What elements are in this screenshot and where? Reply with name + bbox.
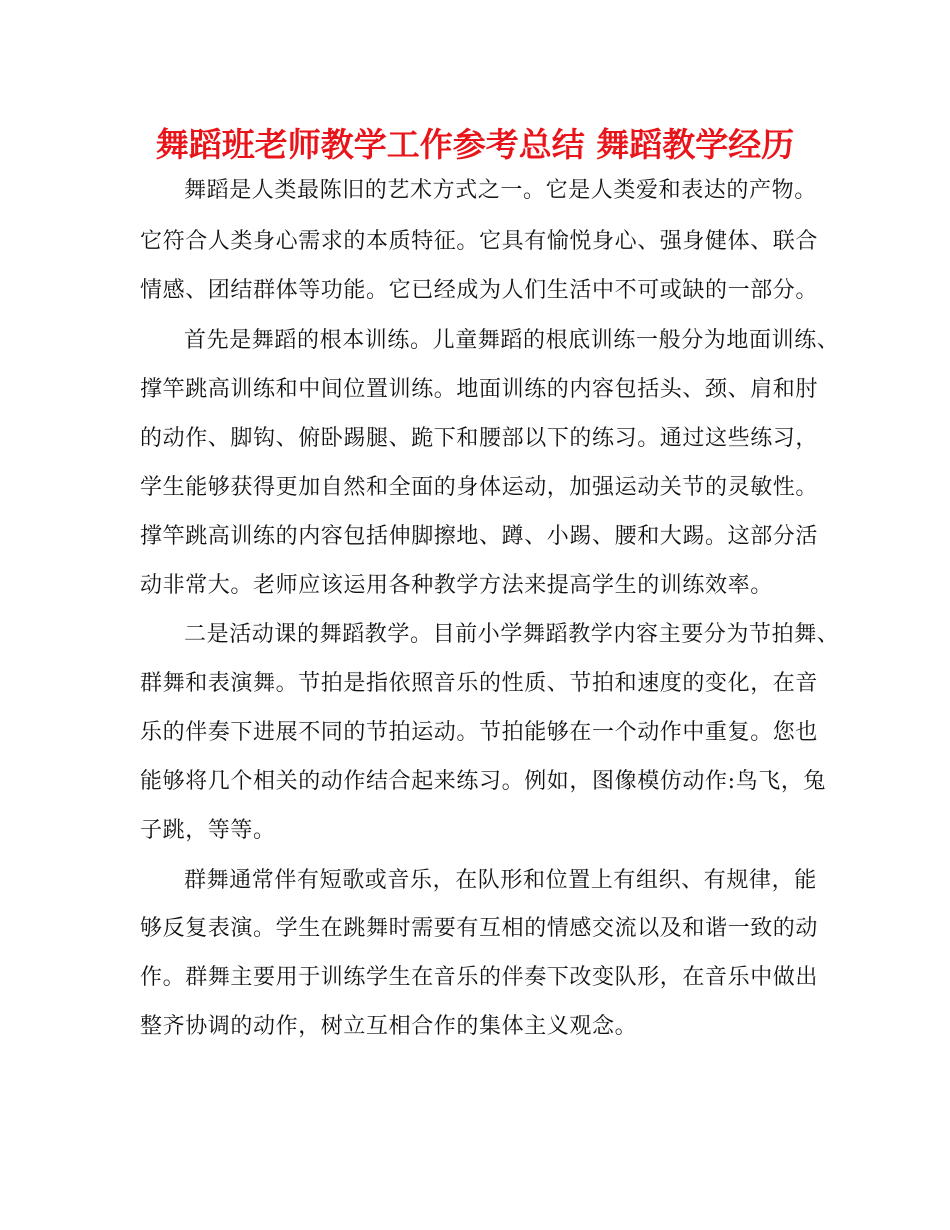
- paragraph-4-line-3: 作。群舞主要用于训练学生在音乐的伴奏下改变队形，在音乐中做出: [140, 965, 819, 990]
- paragraph-1-line-2: 它符合人类身心需求的本质特征。它具有愉悦身心、强身健体、联合: [140, 229, 819, 254]
- paragraph-3-line-3: 乐的伴奏下进展不同的节拍运动。节拍能够在一个动作中重复。您也: [140, 720, 819, 745]
- paragraph-3-line-4: 能够将几个相关的动作结合起来练习。例如，图像模仿动作:鸟飞，兔: [140, 769, 827, 794]
- paragraph-3-line-2: 群舞和表演舞。节拍是指依照音乐的性质、节拍和速度的变化，在音: [140, 671, 819, 696]
- paragraph-3-line-1: 二是活动课的舞蹈教学。目前小学舞蹈教学内容主要分为节拍舞、: [184, 622, 840, 647]
- paragraph-1-line-1: 舞蹈是人类最陈旧的艺术方式之一。它是人类爱和表达的产物。: [184, 178, 817, 203]
- paragraph-4-line-4: 整齐协调的动作，树立互相合作的集体主义观念。: [140, 1014, 638, 1039]
- paragraph-3-line-5: 子跳，等等。: [140, 818, 276, 843]
- paragraph-2-line-6: 动非常大。老师应该运用各种教学方法来提高学生的训练效率。: [140, 573, 773, 598]
- paragraph-2-line-5: 撑竿跳高训练的内容包括伸脚擦地、蹲、小踢、腰和大踢。这部分活: [140, 524, 819, 549]
- paragraph-2-line-2: 撑竿跳高训练和中间位置训练。地面训练的内容包括头、颈、肩和肘: [140, 377, 819, 402]
- paragraph-2-line-4: 学生能够获得更加自然和全面的身体运动，加强运动关节的灵敏性。: [140, 475, 819, 500]
- paragraph-4-line-2: 够反复表演。学生在跳舞时需要有互相的情感交流以及和谐一致的动: [140, 916, 819, 941]
- paragraph-2-line-1: 首先是舞蹈的根本训练。儿童舞蹈的根底训练一般分为地面训练、: [184, 328, 840, 353]
- paragraph-4-line-1: 群舞通常伴有短歌或音乐，在队形和位置上有组织、有规律，能: [184, 868, 817, 893]
- document-title: 舞蹈班老师教学工作参考总结 舞蹈教学经历: [155, 125, 795, 164]
- paragraph-2-line-3: 的动作、脚钩、俯卧踢腿、跪下和腰部以下的练习。通过这些练习，: [140, 426, 819, 451]
- paragraph-1-line-3: 情感、团结群体等功能。它已经成为人们生活中不可或缺的一部分。: [140, 278, 819, 303]
